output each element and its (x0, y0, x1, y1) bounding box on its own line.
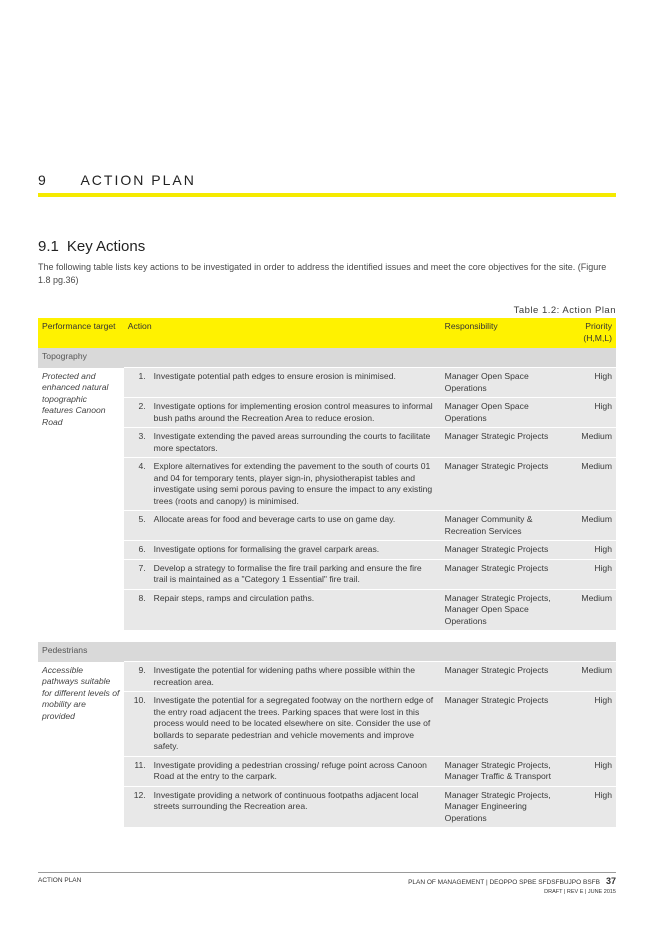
table-row (38, 559, 616, 589)
table-caption: Table 1.2: Action Plan (513, 305, 616, 316)
table-row (38, 589, 616, 630)
group-label: Topography (38, 348, 616, 368)
table-row (38, 756, 616, 786)
performance-target-cell: Protected and enhanced natural topographic features Canoon Road (38, 368, 124, 631)
action-plan-table (38, 318, 616, 827)
responsibility-cell: Manager Strategic Projects (441, 662, 566, 692)
subsection-number: 9.1 (38, 238, 59, 255)
footer-rule (38, 872, 616, 873)
subsection-heading (38, 238, 145, 255)
responsibility-cell: Manager Strategic Projects, Manager Engineering Operations (441, 786, 566, 827)
responsibility-cell: Manager Strategic Projects (441, 692, 566, 757)
action-text: Investigate extending the paved areas surrounding the courts to facilitate more spectators. (150, 428, 441, 458)
action-text: Investigate options for implementing erosion control measures to informal bush paths around the Recreation Area to reduce erosion. (150, 398, 441, 428)
priority-cell: High (566, 692, 616, 757)
group-row-topography (38, 348, 616, 368)
priority-cell: High (566, 398, 616, 428)
header-performance-target: Performance target (38, 318, 124, 348)
header-priority: Priority (H,M,L) (566, 318, 616, 348)
priority-cell: High (566, 559, 616, 589)
responsibility-cell: Manager Open Space Operations (441, 368, 566, 398)
footer-draft-info: DRAFT | REV E | JUNE 2015 (544, 889, 616, 895)
responsibility-cell: Manager Strategic Projects (441, 428, 566, 458)
table-header-row (38, 318, 616, 348)
responsibility-cell: Manager Strategic Projects, Manager Traffic & Transport (441, 756, 566, 786)
action-number: 9. (124, 662, 150, 692)
action-text: Develop a strategy to formalise the fire trail parking and ensure the fire trail is maintained as a "Category 1 Essential" fire trail. (150, 559, 441, 589)
responsibility-cell: Manager Strategic Projects, Manager Open Space Operations (441, 589, 566, 630)
footer-document-title (408, 876, 616, 886)
table-row (38, 428, 616, 458)
responsibility-cell: Manager Open Space Operations (441, 398, 566, 428)
action-number: 3. (124, 428, 150, 458)
action-number: 2. (124, 398, 150, 428)
responsibility-cell: Manager Strategic Projects (441, 458, 566, 511)
section-rule (38, 193, 616, 197)
action-text: Investigate potential path edges to ensure erosion is minimised. (150, 368, 441, 398)
table-row (38, 692, 616, 757)
action-number: 8. (124, 589, 150, 630)
footer-title-text: PLAN OF MANAGEMENT | DEOPPO SPBE SFDSFBUJPO BSFB (408, 879, 600, 886)
priority-cell: Medium (566, 428, 616, 458)
action-text: Investigate the potential for a segregated footway on the northern edge of the entry road adjacent the trees. Parking spaces that were lost in this process would need to be located elsewhere on site. Consider the use of bollards to separate pedestrian and vehicle movements and improve safety. (150, 692, 441, 757)
section-number: 9 (38, 172, 47, 188)
action-text: Repair steps, ramps and circulation paths. (150, 589, 441, 630)
performance-target-cell: Accessible pathways suitable for different levels of mobility are provided (38, 662, 124, 828)
action-number: 4. (124, 458, 150, 511)
section-heading (38, 172, 616, 190)
action-number: 1. (124, 368, 150, 398)
action-text: Investigate providing a pedestrian crossing/ refuge point across Canoon Road at the entry to the carpark. (150, 756, 441, 786)
priority-cell: High (566, 541, 616, 560)
priority-cell: Medium (566, 662, 616, 692)
group-label: Pedestrians (38, 642, 616, 662)
priority-cell: High (566, 786, 616, 827)
priority-cell: Medium (566, 511, 616, 541)
intro-paragraph: The following table lists key actions to be investigated in order to address the identified issues and meet the core objectives for the site. (Figure 1.8 pg.36) (38, 262, 607, 285)
table-row (38, 662, 616, 692)
action-number: 11. (124, 756, 150, 786)
priority-cell: High (566, 368, 616, 398)
table-row (38, 458, 616, 511)
responsibility-cell: Manager Strategic Projects (441, 541, 566, 560)
section-title: ACTION PLAN (80, 172, 196, 188)
header-action: Action (124, 318, 441, 348)
priority-cell: Medium (566, 458, 616, 511)
action-text: Investigate options for formalising the gravel carpark areas. (150, 541, 441, 560)
action-number: 6. (124, 541, 150, 560)
action-text: Allocate areas for food and beverage carts to use on game day. (150, 511, 441, 541)
action-text: Investigate the potential for widening paths where possible within the recreation area. (150, 662, 441, 692)
table-row (38, 511, 616, 541)
priority-cell: Medium (566, 589, 616, 630)
action-number: 10. (124, 692, 150, 757)
page-number: 37 (605, 876, 616, 886)
action-number: 7. (124, 559, 150, 589)
action-text: Explore alternatives for extending the pavement to the south of courts 01 and 04 for temporary tents, player sign-in, physiotherapist tables and investigate using semi porous paving to ensure the impact to any existing trees (roots and canopy) is minimised. (150, 458, 441, 511)
action-number: 5. (124, 511, 150, 541)
responsibility-cell: Manager Community & Recreation Services (441, 511, 566, 541)
table-row (38, 368, 616, 398)
action-text: Investigate providing a network of continuous footpaths adjacent local streets surrounding the Recreation area. (150, 786, 441, 827)
priority-cell: High (566, 756, 616, 786)
footer-section-label: ACTION PLAN (38, 877, 82, 884)
subsection-title: Key Actions (66, 238, 146, 255)
table-row (38, 786, 616, 827)
table-row (38, 398, 616, 428)
action-number: 12. (124, 786, 150, 827)
group-spacer (38, 630, 616, 642)
table-row (38, 541, 616, 560)
header-responsibility: Responsibility (441, 318, 566, 348)
responsibility-cell: Manager Strategic Projects (441, 559, 566, 589)
group-row-pedestrians (38, 642, 616, 662)
